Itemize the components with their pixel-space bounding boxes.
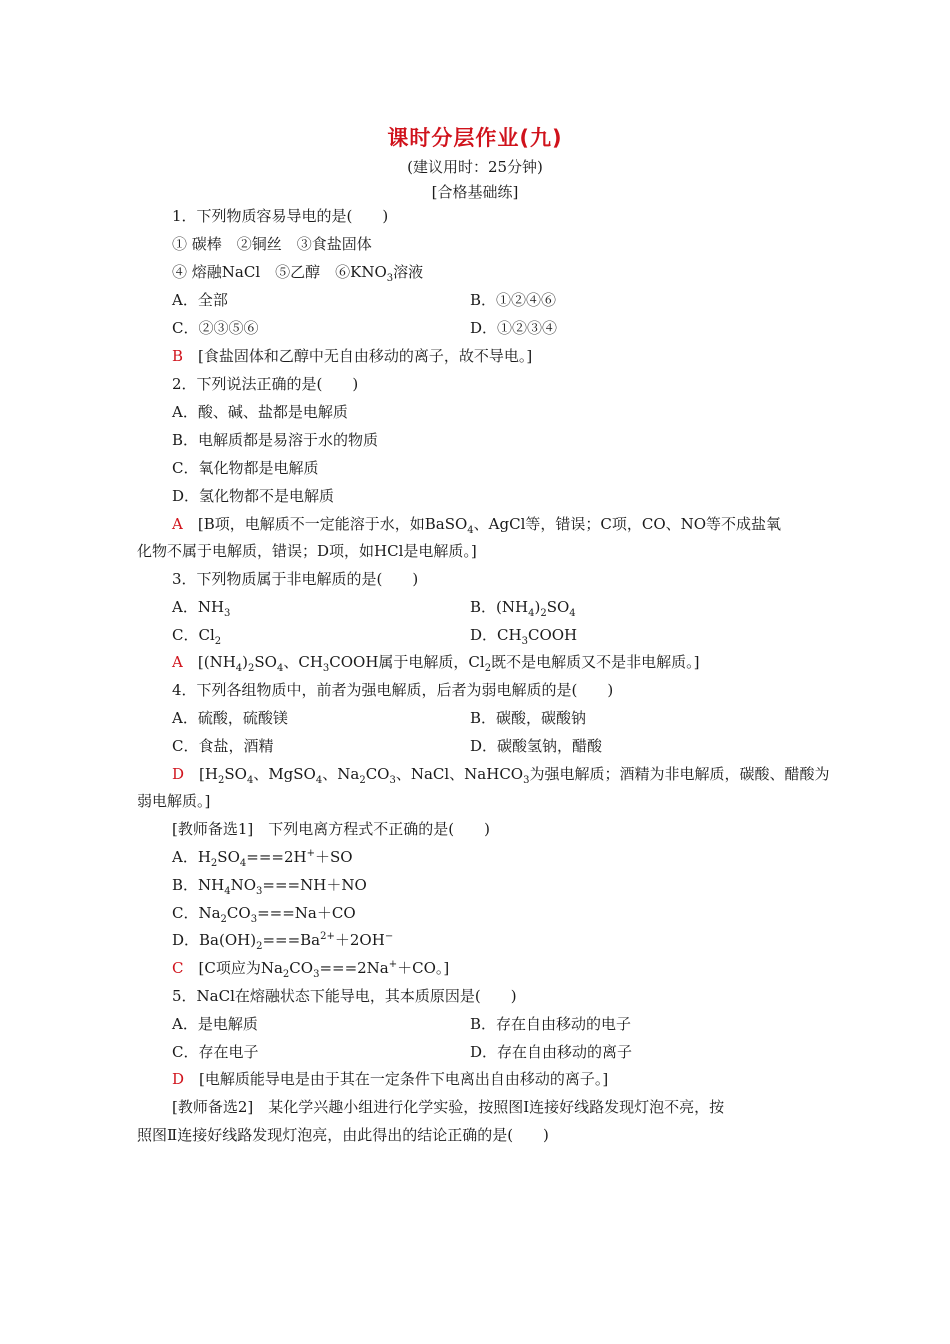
teacher1-option-a: A．$H_2SO_4===2H^++SO$ bbox=[172, 848, 353, 869]
q3-stem: 3．下列物质属于非电解质的是( ) bbox=[172, 570, 419, 588]
teacher2-line-2: 照图Ⅱ连接好线路发现灯泡亮，由此得出的结论正确的是( ) bbox=[137, 1126, 549, 1144]
q4-option-b: B．碳酸，碳酸钠 bbox=[470, 709, 587, 727]
q3-option-b: B．$(NH_4)_2SO_4$ bbox=[470, 598, 576, 619]
teacher1-option-c: C．$Na_2CO_3===Na+CO$ bbox=[172, 904, 356, 925]
q4-answer: D bbox=[172, 765, 185, 783]
teacher1-option-d: D．$Ba(OH)_2===Ba^{2+}+2OH^-$ bbox=[172, 931, 394, 952]
teacher1-stem: [教师备选1] 下列电离方程式不正确的是( ) bbox=[172, 820, 490, 838]
q2-option-d: D．氢化物都不是电解质 bbox=[172, 487, 335, 505]
teacher1-explanation: C [C项应为$Na_2CO_3===2Na^++CO$。] bbox=[172, 959, 450, 980]
q4-option-d: D．碳酸氢钠，醋酸 bbox=[470, 737, 603, 755]
q3-option-d: D．$CH_3COOH$ bbox=[470, 626, 578, 647]
q2-answer: A bbox=[172, 515, 183, 533]
q4-option-a: A．硫酸，硫酸镁 bbox=[172, 709, 288, 727]
q1-option-a: A．全部 bbox=[172, 291, 228, 309]
q3-explanation: A [$(NH_4)_2SO_4$、$CH_3COOH$属于电解质，$Cl_2$既不是电解质又不是非电解质。] bbox=[172, 653, 700, 674]
q5-option-b: B．存在自由移动的电子 bbox=[470, 1015, 632, 1033]
q1-explanation: B [食盐固体和乙醇中无自由移动的离子，故不导电。] bbox=[172, 347, 533, 365]
q1-answer: B bbox=[172, 347, 184, 365]
page-title: 课时分层作业(九) bbox=[387, 126, 563, 150]
q4-option-c: C．食盐，酒精 bbox=[172, 737, 274, 755]
teacher1-answer: C bbox=[172, 959, 184, 977]
q4-explanation-1: D [$H_2SO_4$、MgSO$_4$、$Na_2CO_3$、NaCl、NaHCO$_3$为强电解质；酒精为非电解质，碳酸、醋酸为 bbox=[172, 765, 830, 786]
q5-option-a: A．是电解质 bbox=[172, 1015, 258, 1033]
q2-stem: 2．下列说法正确的是( ) bbox=[172, 375, 359, 393]
q2-option-a: A．酸、碱、盐都是电解质 bbox=[172, 403, 348, 421]
q4-stem: 4．下列各组物质中，前者为强电解质，后者为弱电解质的是( ) bbox=[172, 681, 614, 699]
q1-items-1: ① 碳棒 ②铜丝 ③食盐固体 bbox=[172, 235, 372, 253]
q2-explanation-2: 化物不属于电解质，错误；D项，如HCl是电解质。] bbox=[137, 542, 477, 560]
teacher2-line-1: [教师备选2] 某化学兴趣小组进行化学实验，按照图Ⅰ连接好线路发现灯泡不亮，按 bbox=[172, 1098, 725, 1116]
q1-stem: 1．下列物质容易导电的是( ) bbox=[172, 207, 389, 225]
q1-option-d: D．①②③④ bbox=[470, 319, 558, 337]
q3-answer: A bbox=[172, 653, 183, 671]
q2-option-b: B．电解质都是易溶于水的物质 bbox=[172, 431, 379, 449]
q4-explanation-2: 弱电解质。] bbox=[137, 792, 211, 810]
q5-stem: 5．NaCl在熔融状态下能导电，其本质原因是( ) bbox=[172, 987, 517, 1005]
section-label: [合格基础练] bbox=[431, 183, 519, 201]
q2-explanation-1: A [B项，电解质不一定能溶于水，如BaSO$_4$、AgCl等，错误；C项，CO、NO等不成盐氧 bbox=[172, 515, 782, 536]
teacher1-option-b: B．$NH_4NO_3===NH+NO$ bbox=[172, 876, 367, 897]
q3-option-c: C．$Cl_2$ bbox=[172, 626, 222, 647]
q5-option-c: C．存在电子 bbox=[172, 1043, 259, 1061]
q3-option-a: A．$NH_3$ bbox=[172, 598, 231, 619]
q5-explanation: D [电解质能导电是由于其在一定条件下电离出自由移动的离子。] bbox=[172, 1070, 609, 1088]
q2-option-c: C．氧化物都是电解质 bbox=[172, 459, 319, 477]
q1-option-c: C．②③⑤⑥ bbox=[172, 319, 259, 337]
time-hint: (建议用时：25分钟) bbox=[407, 158, 543, 176]
q5-answer: D bbox=[172, 1070, 185, 1088]
q5-option-d: D．存在自由移动的离子 bbox=[470, 1043, 633, 1061]
q1-option-b: B．①②④⑥ bbox=[470, 291, 557, 309]
q1-items-2: ④ 熔融NaCl ⑤乙醇 $⑥KNO_3$溶液 bbox=[172, 263, 424, 284]
